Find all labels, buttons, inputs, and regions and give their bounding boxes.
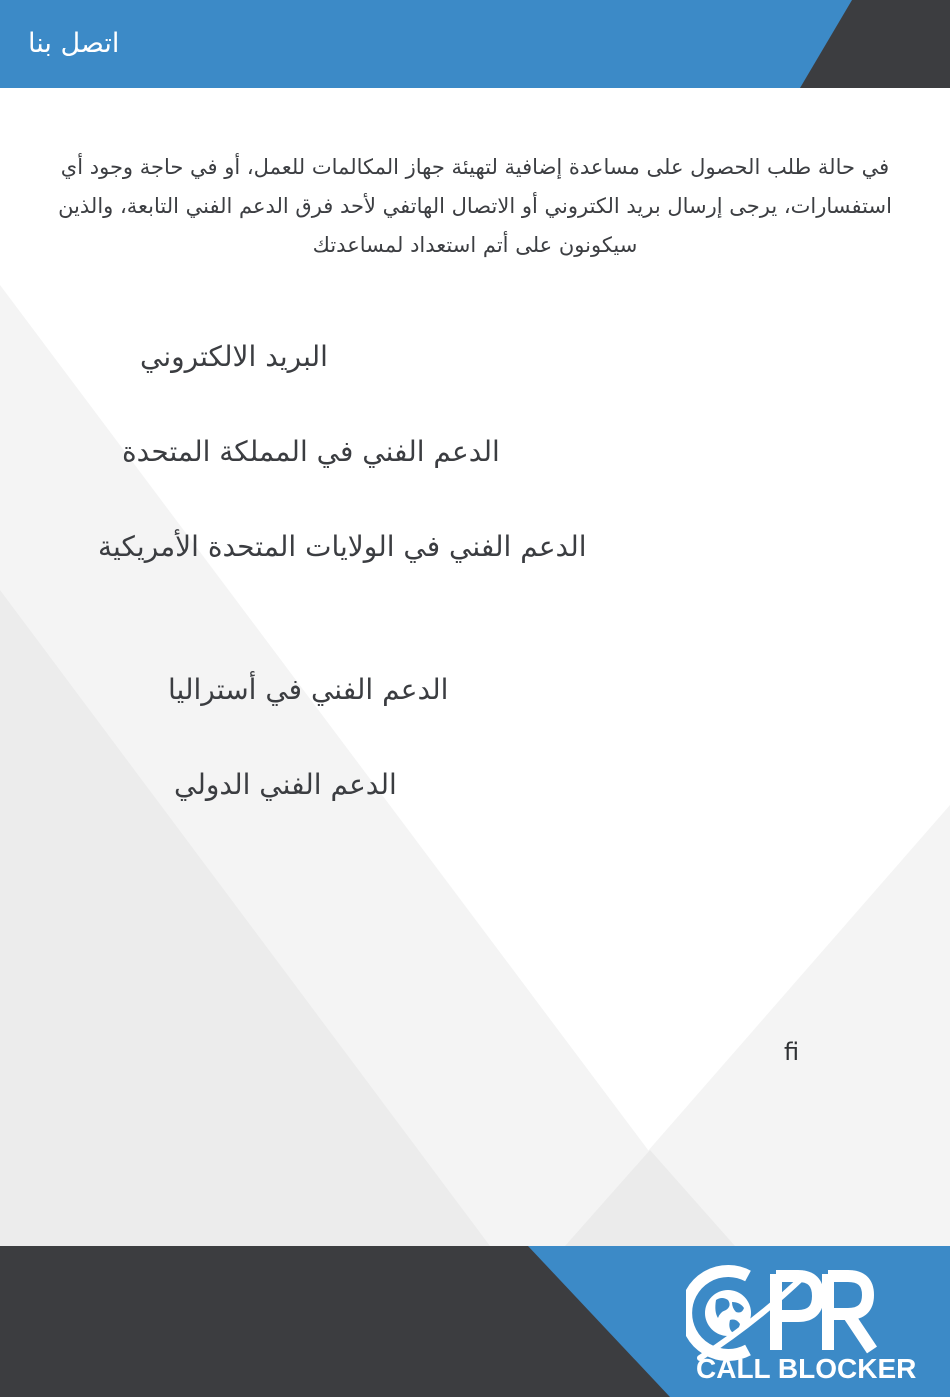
intro-paragraph: في حالة طلب الحصول على مساعدة إضافية لتهيئة جهاز المكالمات للعمل، أو في حاجة وجود أي استفسارات، يرجى إرسال بريد الكتروني أو الاتصال الهاتفي لأحد فرق الدعم الفني التابعة، والذين سيكونون على أتم استعداد لمساعدتك	[58, 155, 892, 257]
stray-glyph: ﬁ	[784, 1038, 800, 1066]
contact-international-support-label: الدعم الفني الدولي	[174, 768, 397, 801]
logo-tagline: CALL BLOCKER	[696, 1353, 917, 1384]
header-bar	[0, 0, 950, 88]
logo-letter-r	[828, 1274, 872, 1350]
contact-email-label: البريد الالكتروني	[140, 340, 328, 373]
page-title: اتصل بنا	[28, 28, 120, 59]
contact-uk-support-label: الدعم الفني في المملكة المتحدة	[122, 435, 500, 468]
contact-us-support-label: الدعم الفني في الولايات المتحدة الأمريكية	[98, 530, 587, 563]
contact-australia-support-label: الدعم الفني في أستراليا	[168, 673, 449, 706]
